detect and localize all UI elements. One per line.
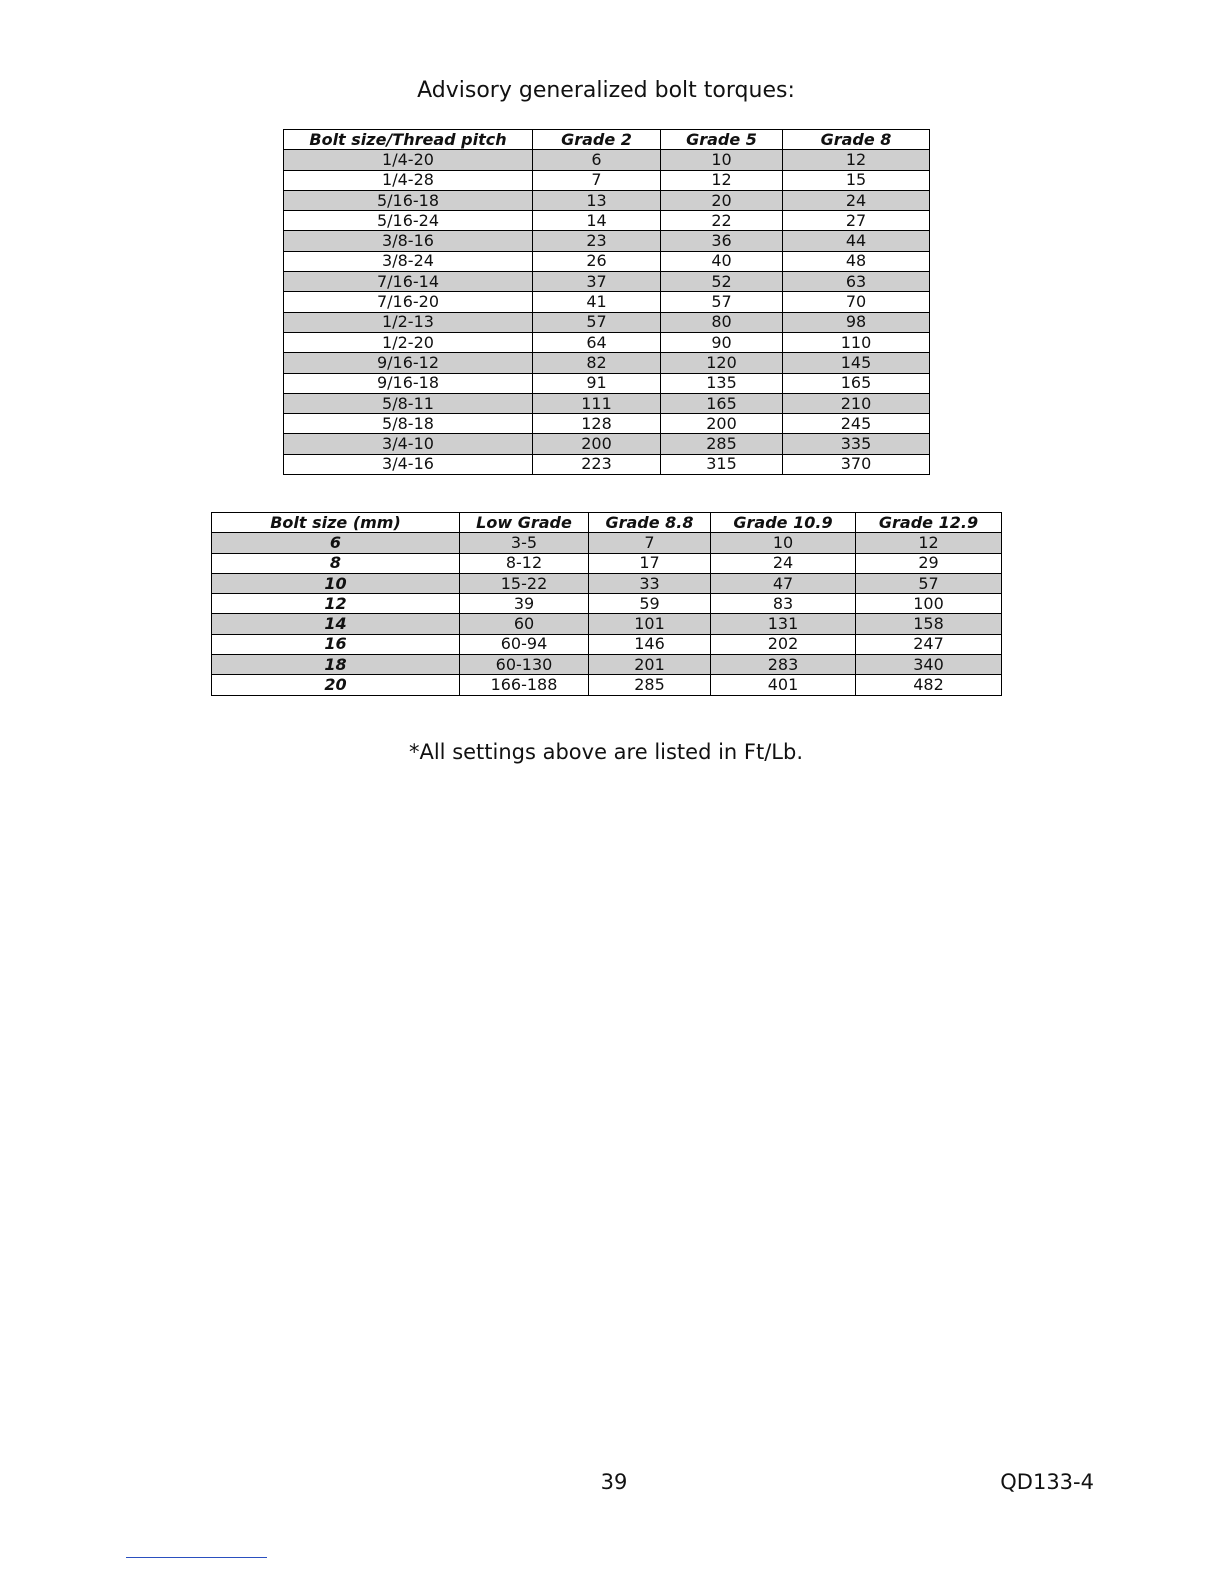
torque-value-cell: 60-130 [460, 655, 589, 675]
table-row [284, 170, 930, 190]
table-row [284, 454, 930, 474]
table-row [284, 353, 930, 373]
torque-value-cell: 41 [533, 292, 661, 312]
bolt-size-cell: 9/16-18 [284, 373, 533, 393]
torque-value-cell: 83 [711, 594, 856, 614]
torque-value-cell: 39 [460, 594, 589, 614]
torque-value-cell: 91 [533, 373, 661, 393]
torque-value-cell: 12 [856, 533, 1002, 553]
torque-value-cell: 210 [783, 393, 930, 413]
torque-value-cell: 6 [533, 150, 661, 170]
torque-value-cell: 57 [533, 312, 661, 332]
torque-value-cell: 145 [783, 353, 930, 373]
torque-value-cell: 135 [661, 373, 783, 393]
torque-value-cell: 63 [783, 272, 930, 292]
bolt-size-cell: 3/4-10 [284, 434, 533, 454]
table-row [212, 533, 1002, 553]
bolt-size-cell: 12 [212, 594, 460, 614]
torque-value-cell: 40 [661, 251, 783, 271]
torque-value-cell: 60-94 [460, 634, 589, 654]
bolt-size-cell: 18 [212, 655, 460, 675]
torque-value-cell: 131 [711, 614, 856, 634]
torque-value-cell: 13 [533, 190, 661, 210]
table-row [284, 251, 930, 271]
torque-value-cell: 57 [856, 573, 1002, 593]
torque-value-cell: 48 [783, 251, 930, 271]
table-row [284, 272, 930, 292]
column-header: Grade 10.9 [711, 513, 856, 533]
torque-value-cell: 158 [856, 614, 1002, 634]
torque-value-cell: 90 [661, 332, 783, 352]
units-footnote: *All settings above are listed in Ft/Lb. [408, 740, 804, 764]
bolt-size-cell: 20 [212, 675, 460, 695]
torque-value-cell: 223 [533, 454, 661, 474]
torque-value-cell: 80 [661, 312, 783, 332]
table-row [284, 292, 930, 312]
table-row [212, 573, 1002, 593]
torque-value-cell: 44 [783, 231, 930, 251]
torque-value-cell: 26 [533, 251, 661, 271]
torque-value-cell: 36 [661, 231, 783, 251]
table-row [284, 312, 930, 332]
torque-value-cell: 10 [711, 533, 856, 553]
torque-value-cell: 482 [856, 675, 1002, 695]
bolt-size-cell: 5/16-18 [284, 190, 533, 210]
torque-value-cell: 70 [783, 292, 930, 312]
torque-value-cell: 10 [661, 150, 783, 170]
table-row [212, 614, 1002, 634]
table-row [284, 434, 930, 454]
torque-value-cell: 7 [533, 170, 661, 190]
table-row [284, 231, 930, 251]
bolt-size-cell: 3/8-16 [284, 231, 533, 251]
torque-value-cell: 33 [589, 573, 711, 593]
torque-value-cell: 146 [589, 634, 711, 654]
torque-value-cell: 7 [589, 533, 711, 553]
column-header: Bolt size (mm) [212, 513, 460, 533]
torque-value-cell: 29 [856, 553, 1002, 573]
torque-value-cell: 12 [661, 170, 783, 190]
page-number: 39 [600, 1470, 628, 1494]
torque-value-cell: 15-22 [460, 573, 589, 593]
torque-value-cell: 100 [856, 594, 1002, 614]
bolt-size-cell: 14 [212, 614, 460, 634]
footer-rule [126, 1557, 267, 1558]
table-header-row [284, 130, 930, 150]
torque-value-cell: 315 [661, 454, 783, 474]
torque-value-cell: 285 [661, 434, 783, 454]
table-row [284, 332, 930, 352]
torque-value-cell: 202 [711, 634, 856, 654]
table-row [284, 211, 930, 231]
bolt-size-cell: 5/8-11 [284, 393, 533, 413]
table-row [212, 675, 1002, 695]
bolt-size-cell: 1/4-20 [284, 150, 533, 170]
torque-value-cell: 401 [711, 675, 856, 695]
column-header: Grade 5 [661, 130, 783, 150]
torque-value-cell: 110 [783, 332, 930, 352]
table-row [212, 594, 1002, 614]
bolt-size-cell: 5/8-18 [284, 414, 533, 434]
bolt-size-cell: 1/2-20 [284, 332, 533, 352]
bolt-size-cell: 10 [212, 573, 460, 593]
column-header: Grade 12.9 [856, 513, 1002, 533]
torque-value-cell: 24 [783, 190, 930, 210]
torque-value-cell: 20 [661, 190, 783, 210]
torque-value-cell: 23 [533, 231, 661, 251]
table-row [212, 634, 1002, 654]
torque-value-cell: 128 [533, 414, 661, 434]
page-title: Advisory generalized bolt torques: [417, 78, 795, 103]
bolt-size-cell: 3/8-24 [284, 251, 533, 271]
torque-value-cell: 22 [661, 211, 783, 231]
torque-value-cell: 370 [783, 454, 930, 474]
bolt-size-cell: 9/16-12 [284, 353, 533, 373]
bolt-size-cell: 7/16-20 [284, 292, 533, 312]
table-row [212, 655, 1002, 675]
column-header: Low Grade [460, 513, 589, 533]
table-row [284, 393, 930, 413]
torque-value-cell: 283 [711, 655, 856, 675]
torque-value-cell: 98 [783, 312, 930, 332]
column-header: Grade 8 [783, 130, 930, 150]
bolt-size-cell: 3/4-16 [284, 454, 533, 474]
torque-value-cell: 52 [661, 272, 783, 292]
bolt-size-cell: 16 [212, 634, 460, 654]
bolt-size-cell: 7/16-14 [284, 272, 533, 292]
torque-value-cell: 101 [589, 614, 711, 634]
table-row [284, 414, 930, 434]
torque-value-cell: 120 [661, 353, 783, 373]
torque-value-cell: 165 [783, 373, 930, 393]
torque-value-cell: 245 [783, 414, 930, 434]
document-code: QD133-4 [1000, 1470, 1094, 1494]
torque-value-cell: 17 [589, 553, 711, 573]
torque-value-cell: 111 [533, 393, 661, 413]
table-header-row [212, 513, 1002, 533]
column-header: Grade 8.8 [589, 513, 711, 533]
torque-value-cell: 200 [533, 434, 661, 454]
torque-value-cell: 8-12 [460, 553, 589, 573]
torque-value-cell: 285 [589, 675, 711, 695]
table-row [284, 190, 930, 210]
torque-value-cell: 82 [533, 353, 661, 373]
torque-value-cell: 59 [589, 594, 711, 614]
torque-value-cell: 15 [783, 170, 930, 190]
bolt-size-cell: 1/2-13 [284, 312, 533, 332]
torque-value-cell: 166-188 [460, 675, 589, 695]
torque-value-cell: 24 [711, 553, 856, 573]
torque-value-cell: 247 [856, 634, 1002, 654]
bolt-size-cell: 6 [212, 533, 460, 553]
bolt-size-cell: 8 [212, 553, 460, 573]
torque-value-cell: 12 [783, 150, 930, 170]
torque-value-cell: 60 [460, 614, 589, 634]
metric-torque-table [211, 512, 1002, 696]
column-header: Grade 2 [533, 130, 661, 150]
torque-value-cell: 335 [783, 434, 930, 454]
torque-value-cell: 14 [533, 211, 661, 231]
torque-value-cell: 57 [661, 292, 783, 312]
torque-value-cell: 165 [661, 393, 783, 413]
torque-value-cell: 64 [533, 332, 661, 352]
torque-value-cell: 201 [589, 655, 711, 675]
table-row [284, 150, 930, 170]
imperial-torque-table [283, 129, 930, 475]
torque-value-cell: 27 [783, 211, 930, 231]
torque-value-cell: 340 [856, 655, 1002, 675]
torque-value-cell: 3-5 [460, 533, 589, 553]
table-row [212, 553, 1002, 573]
bolt-size-cell: 5/16-24 [284, 211, 533, 231]
column-header: Bolt size/Thread pitch [284, 130, 533, 150]
bolt-size-cell: 1/4-28 [284, 170, 533, 190]
torque-value-cell: 200 [661, 414, 783, 434]
torque-value-cell: 47 [711, 573, 856, 593]
torque-value-cell: 37 [533, 272, 661, 292]
table-row [284, 373, 930, 393]
